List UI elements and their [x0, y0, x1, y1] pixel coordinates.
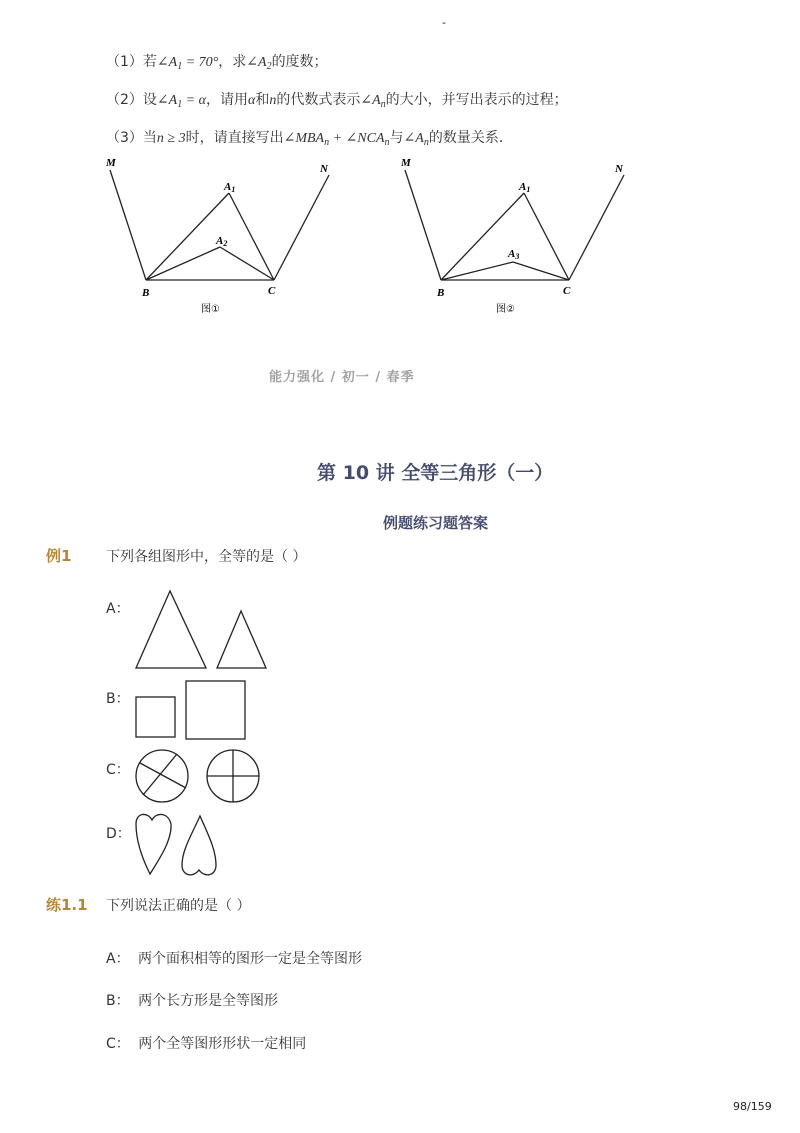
page-footer: 能力强化 / 初一 / 春季: [269, 370, 415, 385]
line-mb: [110, 170, 146, 280]
lecture-title: 第 10 讲 全等三角形（一）: [317, 462, 554, 484]
label-b: B: [142, 287, 150, 299]
practice-option-c: C： 两个全等图形形状一定相同: [106, 1036, 307, 1052]
header-mark: -: [442, 16, 446, 29]
line-nc: [274, 175, 329, 280]
large-triangle: [136, 591, 206, 668]
practice-question: 下列说法正确的是（ ）: [106, 898, 251, 914]
label-m: M: [401, 157, 411, 169]
figure-1: [100, 150, 350, 320]
question-number: （3）: [106, 130, 143, 146]
large-square: [186, 681, 245, 739]
option-b-squares: [130, 675, 255, 745]
practice-option-b: B： 两个长方形是全等图形: [106, 993, 279, 1009]
example-tag: 例1: [46, 547, 72, 565]
label-c: C: [268, 285, 276, 297]
line-mb: [405, 170, 441, 280]
option-c-circles: [130, 745, 280, 807]
option-d-hearts: [130, 810, 230, 882]
page-number: 98/159: [733, 1100, 772, 1113]
label-a1: A1: [224, 181, 236, 194]
example-question: 下列各组图形中，全等的是（ ）: [106, 549, 307, 565]
question-1: （1）若$\angle A_1 = 70^\circ$，求$\angle A_2$的度数；: [106, 54, 328, 72]
line-a1c: [524, 193, 569, 280]
label-a1: A1: [519, 181, 531, 194]
label-a3: A3: [508, 248, 520, 261]
option-a-triangles: [130, 585, 275, 675]
question-number: （1）: [106, 54, 143, 70]
heart-inverted: [182, 816, 216, 875]
option-b-label: B：: [106, 691, 130, 707]
line-ba2: [146, 247, 220, 280]
label-n: N: [615, 163, 623, 175]
question-number: （2）: [106, 92, 143, 108]
small-square: [136, 697, 175, 737]
label-n: N: [320, 163, 328, 175]
question-2: （2）设$\angle A_1 = \alpha$，请用α和n的代数式表示$\angle A_n$的大小，并写出表示的过程；: [106, 92, 568, 110]
line-nc: [569, 175, 624, 280]
question-3: （3）当n ≥ 3时，请直接写出$\angle MBA_n$ + $\angle NCA_n$与$\angle A_n$的数量关系．: [106, 130, 513, 148]
figure-2: [395, 150, 645, 320]
label-c: C: [563, 285, 571, 297]
heart-upright: [136, 814, 171, 874]
section-title: 例题练习题答案: [383, 514, 489, 532]
label-a2: A2: [216, 235, 228, 248]
option-c-label: C：: [106, 762, 130, 778]
label-m: M: [106, 157, 116, 169]
figure-2-caption: 图②: [496, 304, 515, 315]
option-d-label: D：: [106, 826, 131, 842]
label-b: B: [437, 287, 445, 299]
practice-option-a: A： 两个面积相等的图形一定是全等图形: [106, 951, 363, 967]
line-ba3: [441, 262, 513, 280]
line-ba1: [441, 193, 524, 280]
figure-1-caption: 图①: [201, 304, 220, 315]
practice-tag: 练1.1: [46, 896, 88, 914]
option-a-label: A：: [106, 601, 130, 617]
small-triangle: [217, 611, 266, 668]
